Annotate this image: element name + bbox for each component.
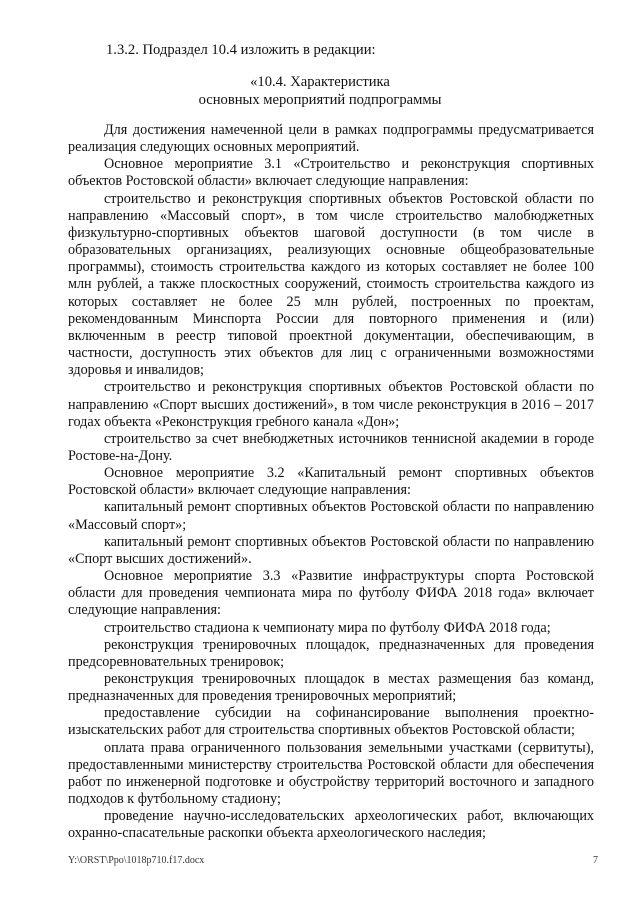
paragraph: строительство стадиона к чемпионату мира по футболу ФИФА 2018 года; [104, 619, 551, 636]
paragraph: реконструкция тренировочных площадок в местах размещения баз команд, предназначенных для проведения тренировочных мероприятий; [68, 671, 594, 705]
paragraph: оплата права ограниченного пользования земельными участками (сервитуты), предоставленными министерству строительства Ростовской области для обеспечения работ по инженерной подготовке и обустройству территорий восточного и западного подходов к футбольному стадиону; [68, 739, 594, 808]
footer-file-path: Y:\ORST\Ppo\1018p710.f17.docx [68, 855, 205, 866]
footer-page-number: 7 [593, 855, 598, 866]
paragraph: предоставление субсидии на софинансирование выполнения проектно-изыскательских работ для строительства спортивных объектов Ростовской области; [68, 705, 594, 739]
amendment-intro: 1.3.2. Подраздел 10.4 изложить в редакции: [106, 42, 376, 58]
paragraph: строительство и реконструкция спортивных объектов Ростовской области по направлению «Массовый спорт», в том числе строительство малобюджетных физкультурно-спортивных объектов шаговой доступности (в том числе в образовательных организациях, реализующих основные общеобразовательные программы), стоимость строительства каждого из которых составляет не более 100 млн рублей, а также плоскостных сооружений, стоимость строительства каждого из которых составляет не более 25 млн рублей, построенных по проектам, рекомендованным Минспорта России для повторного применения и (или) включенным в реестр типовой проектной документации, обеспечивающим, в частности, доступность этих объектов для лиц с ограниченными возможностями здоровья и инвалидов; [68, 190, 594, 379]
section-title-line-2: основных мероприятий подпрограммы [198, 92, 442, 108]
paragraph: строительство и реконструкция спортивных объектов Ростовской области по направлению «Спорт высших достижений», в том числе реконструкция в 2016 – 2017 годах объекта «Реконструкция гребного канала «Дон»; [68, 379, 594, 430]
paragraph: проведение научно-исследовательских археологических работ, включающих охранно-спасательные раскопки объекта археологического наследия; [68, 808, 594, 842]
paragraph: Для достижения намеченной цели в рамках подпрограммы предусматривается реализация следующих основных мероприятий. [68, 122, 594, 156]
paragraph: капитальный ремонт спортивных объектов Ростовской области по направлению «Массовый спорт»; [68, 499, 594, 533]
body-text [68, 122, 594, 843]
paragraph: реконструкция тренировочных площадок, предназначенных для проведения предсоревновательных тренировок; [68, 636, 594, 670]
paragraph: Основное мероприятие 3.2 «Капитальный ремонт спортивных объектов Ростовской области» включает следующие направления: [68, 465, 594, 499]
paragraph: Основное мероприятие 3.3 «Развитие инфраструктуры спорта Ростовской области для проведения чемпионата мира по футболу ФИФА 2018 года» включает следующие направления: [68, 568, 594, 619]
section-title-line-1: «10.4. Характеристика [250, 74, 390, 90]
paragraph: строительство за счет внебюджетных источников теннисной академии в городе Ростове-на-Дону. [68, 430, 594, 464]
paragraph: Основное мероприятие 3.1 «Строительство и реконструкция спортивных объектов Ростовской области» включает следующие направления: [68, 156, 594, 190]
paragraph: капитальный ремонт спортивных объектов Ростовской области по направлению «Спорт высших достижений». [68, 533, 594, 567]
